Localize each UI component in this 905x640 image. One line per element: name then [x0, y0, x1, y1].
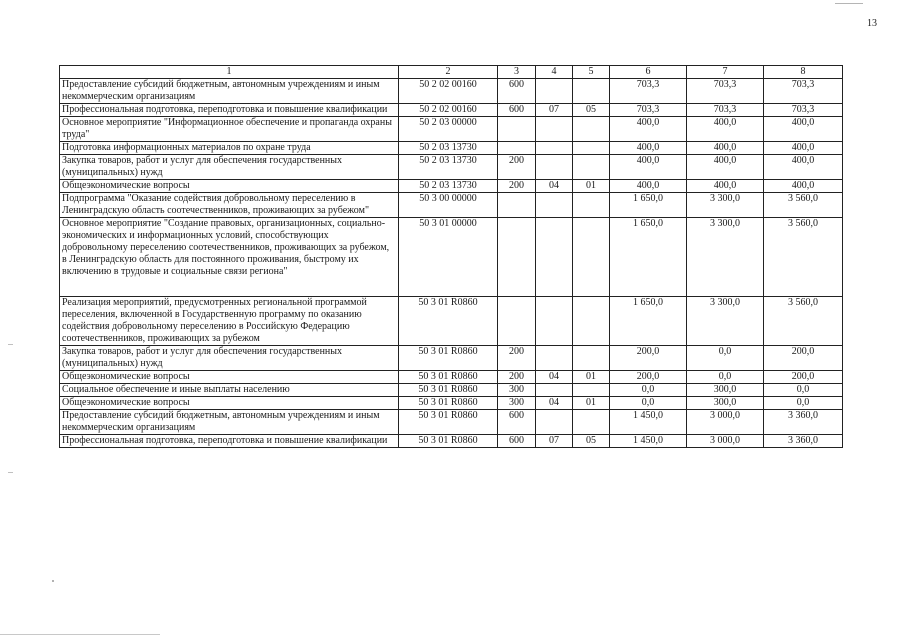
section-cell: [536, 384, 573, 397]
header-cell: 4: [536, 66, 573, 79]
subsection-cell: [573, 346, 610, 371]
header-cell: 3: [498, 66, 536, 79]
section-cell: 04: [536, 371, 573, 384]
target-article-cell: 50 3 01 R0860: [399, 346, 498, 371]
row-name-cell: Общеэкономические вопросы: [60, 397, 399, 410]
section-cell: [536, 155, 573, 180]
header-cell: 5: [573, 66, 610, 79]
expense-type-cell: 300: [498, 384, 536, 397]
amount-col6-cell: 400,0: [610, 117, 687, 142]
amount-col7-cell: 3 300,0: [687, 297, 764, 346]
table-header-row: [60, 66, 843, 79]
table-row: [60, 155, 843, 180]
row-name-cell: Социальное обеспечение и иные выплаты населению: [60, 384, 399, 397]
amount-col8-cell: 200,0: [764, 346, 843, 371]
header-cell: 2: [399, 66, 498, 79]
expense-type-cell: 200: [498, 155, 536, 180]
amount-col8-cell: 703,3: [764, 104, 843, 117]
expense-type-cell: 600: [498, 435, 536, 448]
expense-type-cell: [498, 193, 536, 218]
table-row: [60, 297, 843, 346]
scan-edge-line: [835, 3, 863, 4]
row-name-cell: Подпрограмма "Оказание содействия добровольному переселению в Ленинградскую область соотечественников, проживающих за рубежом": [60, 193, 399, 218]
table-row: [60, 435, 843, 448]
amount-col6-cell: 0,0: [610, 384, 687, 397]
amount-col8-cell: 3 560,0: [764, 193, 843, 218]
table-row: [60, 346, 843, 371]
section-cell: 07: [536, 435, 573, 448]
expense-type-cell: [498, 297, 536, 346]
amount-col6-cell: 200,0: [610, 346, 687, 371]
table-row: [60, 142, 843, 155]
section-cell: 07: [536, 104, 573, 117]
amount-col7-cell: 3 300,0: [687, 218, 764, 297]
amount-col7-cell: 703,3: [687, 104, 764, 117]
amount-col6-cell: 400,0: [610, 180, 687, 193]
amount-col8-cell: 703,3: [764, 79, 843, 104]
subsection-cell: [573, 142, 610, 155]
target-article-cell: 50 2 02 00160: [399, 79, 498, 104]
row-name-cell: Основное мероприятие "Информационное обеспечение и пропаганда охраны труда": [60, 117, 399, 142]
amount-col6-cell: 0,0: [610, 397, 687, 410]
amount-col8-cell: 3 360,0: [764, 435, 843, 448]
table-row: [60, 180, 843, 193]
row-name-cell: Закупка товаров, работ и услуг для обеспечения государственных (муниципальных) нужд: [60, 346, 399, 371]
amount-col6-cell: 400,0: [610, 142, 687, 155]
amount-col8-cell: 3 560,0: [764, 297, 843, 346]
scan-speck: [52, 580, 54, 582]
subsection-cell: 01: [573, 371, 610, 384]
amount-col6-cell: 1 650,0: [610, 193, 687, 218]
amount-col7-cell: 703,3: [687, 79, 764, 104]
expense-type-cell: 200: [498, 371, 536, 384]
subsection-cell: [573, 218, 610, 297]
amount-col8-cell: 3 360,0: [764, 410, 843, 435]
expense-type-cell: 200: [498, 346, 536, 371]
subsection-cell: [573, 155, 610, 180]
amount-col8-cell: 0,0: [764, 397, 843, 410]
amount-col6-cell: 200,0: [610, 371, 687, 384]
table-row: [60, 397, 843, 410]
amount-col7-cell: 3 300,0: [687, 193, 764, 218]
table-row: [60, 117, 843, 142]
target-article-cell: 50 3 01 R0860: [399, 371, 498, 384]
table-row: [60, 193, 843, 218]
amount-col7-cell: 300,0: [687, 397, 764, 410]
subsection-cell: [573, 117, 610, 142]
table-row: [60, 218, 843, 297]
target-article-cell: 50 3 01 00000: [399, 218, 498, 297]
amount-col6-cell: 703,3: [610, 104, 687, 117]
target-article-cell: 50 3 01 R0860: [399, 435, 498, 448]
subsection-cell: 05: [573, 104, 610, 117]
amount-col7-cell: 0,0: [687, 371, 764, 384]
section-cell: [536, 142, 573, 155]
subsection-cell: [573, 297, 610, 346]
target-article-cell: 50 2 03 13730: [399, 180, 498, 193]
amount-col8-cell: 200,0: [764, 371, 843, 384]
amount-col7-cell: 400,0: [687, 180, 764, 193]
subsection-cell: [573, 193, 610, 218]
amount-col7-cell: 3 000,0: [687, 435, 764, 448]
amount-col6-cell: 1 650,0: [610, 297, 687, 346]
expense-type-cell: 600: [498, 410, 536, 435]
row-name-cell: Подготовка информационных материалов по охране труда: [60, 142, 399, 155]
amount-col8-cell: 400,0: [764, 180, 843, 193]
target-article-cell: 50 3 00 00000: [399, 193, 498, 218]
subsection-cell: [573, 384, 610, 397]
expense-type-cell: [498, 142, 536, 155]
target-article-cell: 50 2 03 13730: [399, 155, 498, 180]
section-cell: 04: [536, 180, 573, 193]
amount-col7-cell: 3 000,0: [687, 410, 764, 435]
header-cell: 7: [687, 66, 764, 79]
section-cell: 04: [536, 397, 573, 410]
row-name-cell: Общеэкономические вопросы: [60, 371, 399, 384]
section-cell: [536, 346, 573, 371]
amount-col6-cell: 1 650,0: [610, 218, 687, 297]
table-row: [60, 410, 843, 435]
section-cell: [536, 79, 573, 104]
section-cell: [536, 193, 573, 218]
row-name-cell: Реализация мероприятий, предусмотренных региональной программой переселения, включенной в Государственную программу по оказанию содействия добровольному переселению в Российскую Федерацию соотечественников, проживающих за рубежом: [60, 297, 399, 346]
budget-table: [59, 65, 843, 448]
amount-col7-cell: 400,0: [687, 117, 764, 142]
amount-col8-cell: 3 560,0: [764, 218, 843, 297]
table-body: [60, 79, 843, 448]
amount-col7-cell: 300,0: [687, 384, 764, 397]
target-article-cell: 50 2 02 00160: [399, 104, 498, 117]
table-row: [60, 104, 843, 117]
amount-col7-cell: 400,0: [687, 155, 764, 180]
margin-mark: [8, 472, 13, 473]
expense-type-cell: 600: [498, 104, 536, 117]
header-cell: 6: [610, 66, 687, 79]
page-number: 13: [867, 18, 877, 29]
target-article-cell: 50 3 01 R0860: [399, 397, 498, 410]
table-row: [60, 79, 843, 104]
amount-col8-cell: 400,0: [764, 142, 843, 155]
section-cell: [536, 297, 573, 346]
target-article-cell: 50 2 03 13730: [399, 142, 498, 155]
row-name-cell: Предоставление субсидий бюджетным, автономным учреждениям и иным некоммерческим организациям: [60, 79, 399, 104]
subsection-cell: 01: [573, 397, 610, 410]
row-name-cell: Профессиональная подготовка, переподготовка и повышение квалификации: [60, 435, 399, 448]
row-name-cell: Закупка товаров, работ и услуг для обеспечения государственных (муниципальных) нужд: [60, 155, 399, 180]
subsection-cell: [573, 410, 610, 435]
row-name-cell: Предоставление субсидий бюджетным, автономным учреждениям и иным некоммерческим организациям: [60, 410, 399, 435]
section-cell: [536, 410, 573, 435]
header-cell: 1: [60, 66, 399, 79]
expense-type-cell: [498, 218, 536, 297]
section-cell: [536, 117, 573, 142]
sheet-edge-line: [0, 634, 160, 635]
subsection-cell: 01: [573, 180, 610, 193]
amount-col6-cell: 1 450,0: [610, 410, 687, 435]
expense-type-cell: 200: [498, 180, 536, 193]
expense-type-cell: 600: [498, 79, 536, 104]
amount-col8-cell: 400,0: [764, 117, 843, 142]
amount-col6-cell: 400,0: [610, 155, 687, 180]
amount-col8-cell: 400,0: [764, 155, 843, 180]
header-cell: 8: [764, 66, 843, 79]
row-name-cell: Основное мероприятие "Создание правовых, организационных, социально-экономических и информационных условий, способствующих добровольному переселению соотечественников, проживающих за рубежом, в Ленинградскую область для постоянного проживания, быстрому их включению в трудовые и социальные связи региона": [60, 218, 399, 297]
amount-col8-cell: 0,0: [764, 384, 843, 397]
section-cell: [536, 218, 573, 297]
table-row: [60, 371, 843, 384]
row-name-cell: Профессиональная подготовка, переподготовка и повышение квалификации: [60, 104, 399, 117]
row-name-cell: Общеэкономические вопросы: [60, 180, 399, 193]
amount-col6-cell: 703,3: [610, 79, 687, 104]
expense-type-cell: [498, 117, 536, 142]
target-article-cell: 50 2 03 00000: [399, 117, 498, 142]
target-article-cell: 50 3 01 R0860: [399, 384, 498, 397]
subsection-cell: [573, 79, 610, 104]
amount-col6-cell: 1 450,0: [610, 435, 687, 448]
margin-mark: [8, 344, 13, 345]
subsection-cell: 05: [573, 435, 610, 448]
table-row: [60, 384, 843, 397]
expense-type-cell: 300: [498, 397, 536, 410]
target-article-cell: 50 3 01 R0860: [399, 297, 498, 346]
amount-col7-cell: 400,0: [687, 142, 764, 155]
target-article-cell: 50 3 01 R0860: [399, 410, 498, 435]
amount-col7-cell: 0,0: [687, 346, 764, 371]
